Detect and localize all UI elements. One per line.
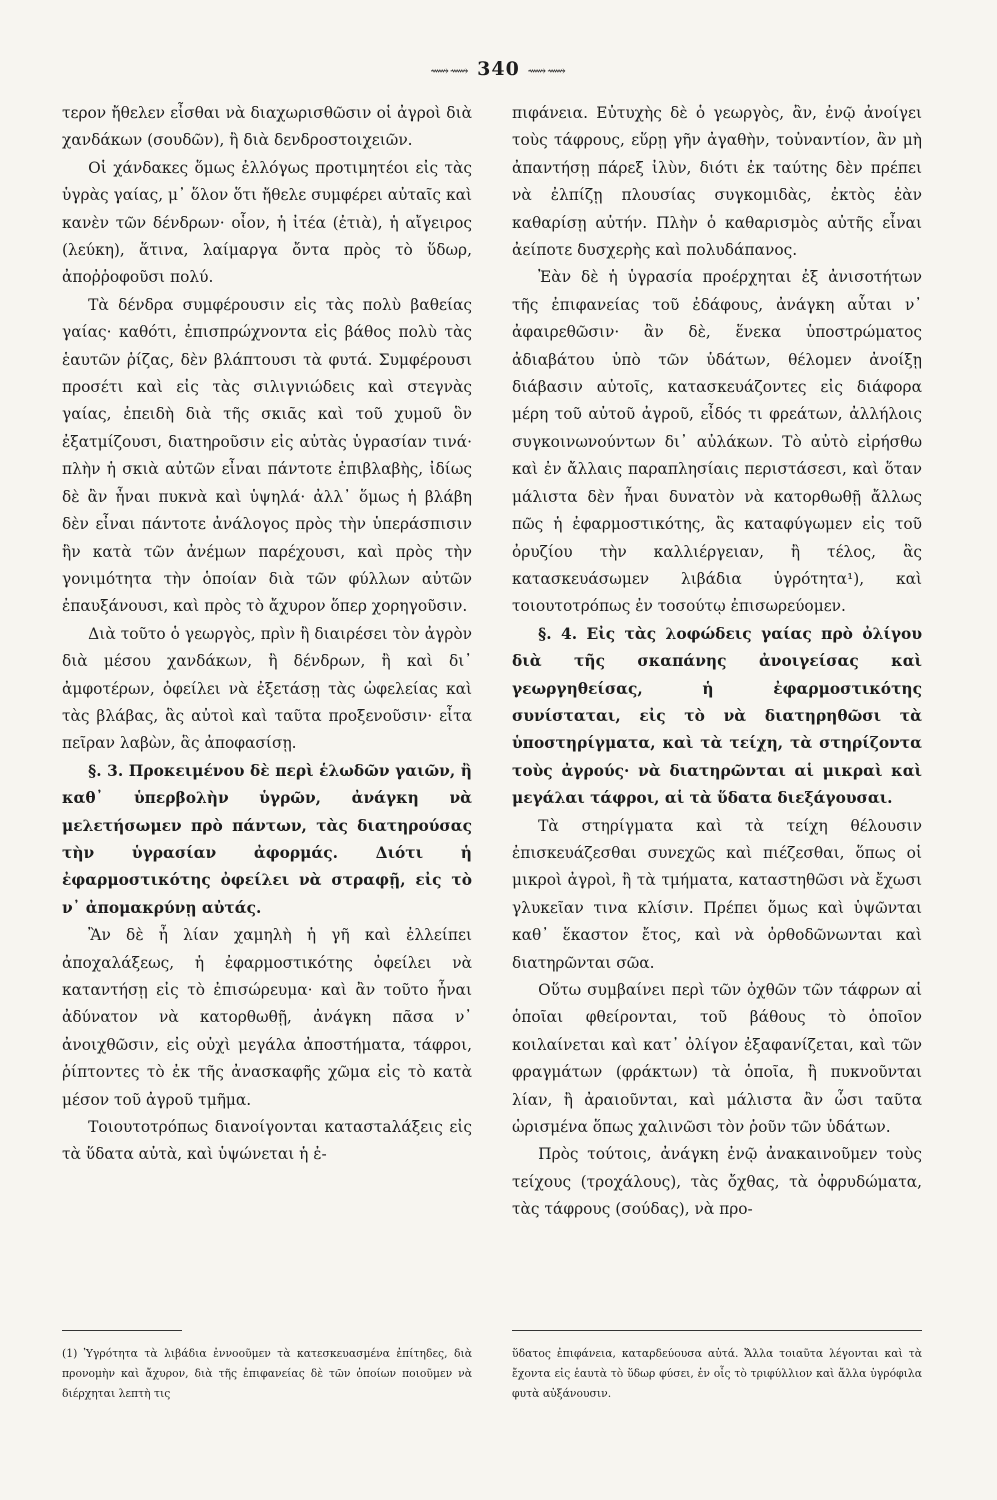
header-ornament-right: ⟿⟿: [527, 64, 567, 79]
paragraph: τερον ἤθελεν εἶσθαι νὰ διαχωρισθῶσιν οἱ ἀγροὶ διὰ χανδάκων (σουδῶν), ἢ διὰ δενδροστοιχειῶν.: [62, 104, 472, 150]
footnote-rule-left: [62, 1330, 182, 1331]
paragraph: Τὰ δένδρα συμφέρουσιν εἰς τὰς πολὺ βαθείας γαίας· καθότι, ἐπισπρώχνοντα εἰς βάθος πολὺ τὰς ἑαυτῶν ῥίζας, δὲν βλάπτουσι τὰ φυτά. Συμφέρουσι προσέτι καὶ εἰς τὰς σιλιγνιώδεις καὶ στεγνὰς γαίας, ἐπειδὴ διὰ τῆς σκιᾶς καὶ τοῦ χυμοῦ ὃν ἐξατμίζουσι, διατηροῦσιν εἰς αὐτὰς ὑγρασίαν τινά· πλὴν ἡ σκιὰ αὐτῶν εἶναι πάντοτε ἐπιβλαβὴς, ἰδίως δὲ ἂν ἦναι πυκνὰ καὶ ὑψηλά· ἀλλ᾿ ὅμως ἡ βλάβη δὲν εἶναι πάντοτε ἀνάλογος πρὸς τὴν ὑπεράσπισιν ἣν κατὰ τῶν ἀνέμων παρέχουσι, καὶ πρὸς τὴν γονιμότητα τὴν ὁποίαν διὰ τῶν φύλλων αὐτῶν ἐπαυξάνουσι, καὶ πρὸς τὸ ἄχυρον ὅπερ χορηγοῦσιν.: [62, 295, 472, 616]
paragraph: Πρὸς τούτοις, ἀνάγκη ἐνῷ ἀνακαινοῦμεν τοὺς τείχους (τροχάλους), τὰς ὄχθας, τὰ ὀφρυδώματα, τὰς τάφρους (σούδας), νὰ προ-: [512, 1145, 922, 1219]
paragraph: Ἂν δὲ ἦ λίαν χαμηλὴ ἡ γῆ καὶ ἐλλείπει ἀποχαλάξεως, ἡ ἐφαρμοστικότης ὀφείλει νὰ καταντήσῃ εἰς τὸ ἐπισώρευμα· καὶ ἂν τοῦτο ἦναι ἀδύνατον νὰ κατορθωθῇ, ἀνάγκη πᾶσα ν᾿ ἀνοιχθῶσιν, εἰς οὐχὶ μεγάλα ἀποστήματα, τάφροι, ῥίπτοντες τὸ ἐκ τῆς ἀνασκαφῆς χῶμα εἰς τὸ κατὰ μέσον τοῦ ἀγροῦ τμῆμα.: [62, 926, 472, 1109]
footnote-right: [512, 1344, 922, 1404]
paragraph: Τὰ στηρίγματα καὶ τὰ τείχη θέλουσιν ἐπισκευάζεσθαι συνεχῶς καὶ πιέζεσθαι, ὅπως οἱ μικροὶ ἀγροὶ, ἢ τὰ τμήματα, καταστηθῶσι νὰ ἔχωσι γλυκεῖαν τινα κλίσιν. Πρέπει ὅμως καὶ ὑψῶνται καθ᾿ ἕκαστον ἔτος, καὶ νὰ ὀρθοδῶνωνται καὶ διατηρῶνται σῶα.: [512, 816, 922, 972]
paragraph: Τοιουτοτρόπως διανοίγονται καταστaλάξεις εἰς τὰ ὕδατα αὐτὰ, καὶ ὑψώνεται ἡ ἐ-: [62, 1118, 472, 1164]
paragraph: Οὕτω συμβαίνει περὶ τῶν ὀχθῶν τῶν τάφρων αἱ ὁποῖαι φθείρονται, τοῦ βάθους τὸ ὁποῖον κοιλαίνεται καὶ κατ᾿ ὀλίγον ἐξαφανίζεται, καὶ τῶν φραγμάτων (φράκτων) τὰ ὁποῖα, ἢ πυκνοῦνται λίαν, ἢ ἀραιοῦνται, καὶ μάλιστα ἂν ὦσι ταῦτα ὡρισμένα ὅπως χαλινῶσι τὸν ῥοῦν τῶν ὑδάτων.: [512, 981, 922, 1137]
page-number: 340: [477, 58, 520, 80]
left-column: [62, 100, 472, 1169]
footnote-rule-right: [512, 1330, 922, 1331]
right-column: [512, 100, 922, 1224]
section-3-paragraph: §. 3. Προκειμένου δὲ περὶ ἑλωδῶν γαιῶν, ἢ καθ᾿ ὑπερβολὴν ὑγρῶν, ἀνάγκη νὰ μελετήσωμεν πρὸ πάντων, τὰς διατηρούσας τὴν ὑγρασίαν ἀφορμάς. Διότι ἡ ἐφαρμοστικότης ὀφείλει νὰ στραφῇ, εἰς τὸ ν᾿ ἀπομακρύνῃ αὐτάς.: [62, 761, 472, 917]
footnote-left: [62, 1344, 472, 1404]
section-4-paragraph: §. 4. Εἰς τὰς λοφώδεις γαίας πρὸ ὀλίγου διὰ τῆς σκαπάνης ἀνοιγείσας καὶ γεωργηθείσας, ἡ ἐφαρμοστικότης συνίσταται, εἰς τὸ νὰ διατηρηθῶσι τὰ ὑποστηρίγματα, καὶ τὰ τείχη, τὰ στηρίζοντα τοὺς ἀγρούς· νὰ διατηρῶνται αἱ μικραὶ καὶ μεγάλαι τάφροι, αἱ τὰ ὕδατα διεξάγουσαι.: [512, 624, 922, 808]
header-ornament-left: ⟿⟿: [430, 64, 470, 79]
paragraph: πιφάνεια. Εὐτυχὴς δὲ ὁ γεωργὸς, ἂν, ἐνῷ ἀνοίγει τοὺς τάφρους, εὕρῃ γῆν ἀγαθὴν, τοὐναντίον, ἂν μὴ ἀπαντήσῃ πάρεξ ἰλὺν, διότι ἐκ ταύτης δὲν πρέπει νὰ ἐλπίζῃ πλουσίας συγκομιδὰς, ἐκτὸς ἐὰν καθαρίσῃ αὐτήν. Πλὴν ὁ καθαρισμὸς αὐτῆς εἶναι ἀείποτε δυσχερὴς καὶ πολυδάπανος.: [512, 104, 922, 260]
page-header: [0, 58, 997, 80]
footnote-text: ὕδατος ἐπιφάνεια, καταρδεύουσα αὐτά. Ἄλλα τοιαῦτα λέγονται καὶ τὰ ἔχοντα εἰς ἑαυτὰ τὸ ὕδωρ φύσει, ἐν οἷς τὸ τριφύλλιον καὶ ἄλλα ὑγρόφιλα φυτὰ αὐξάνουσιν.: [512, 1347, 922, 1400]
paragraph: Διὰ τοῦτο ὁ γεωργὸς, πρὶν ἢ διαιρέσει τὸν ἀγρὸν διὰ μέσου χανδάκων, ἢ δένδρων, ἢ καὶ δι᾿ ἀμφοτέρων, ὀφείλει νὰ ἐξετάσῃ τὰς ὠφελείας καὶ τὰς βλάβας, ἃς αὐτοὶ καὶ ταῦτα προξενοῦσιν· εἶτα πεῖραν λαβὼν, ἃς ἀποφασίσῃ.: [62, 624, 472, 753]
paragraph: Οἱ χάνδακες ὅμως ἐλλόγως προτιμητέοι εἰς τὰς ὑγρὰς γαίας, μ᾿ ὅλον ὅτι ἤθελε συμφέρει αὐταῖς καὶ κανὲν τῶν δένδρων· οἷον, ἡ ἰτέα (ἐτιὰ), ἡ αἴγειρος (λεύκη), ἅτινα, λαίμαργα ὄντα πρὸς τὸ ὕδωρ, ἀποῤῥοφοῦσι πολύ.: [62, 158, 472, 287]
paragraph: Ἐὰν δὲ ἡ ὑγρασία προέρχηται ἐξ ἀνισοτήτων τῆς ἐπιφανείας τοῦ ἐδάφους, ἀνάγκη αὗται ν᾿ ἀφαιρεθῶσιν· ἂν δὲ, ἕνεκα ὑποστρώματος ἀδιαβάτου ὑπὸ τῶν ὑδάτων, θέλομεν ἀνοίξῃ διάβασιν αὐτοῖς, κατασκευάζοντες εἰς διάφορα μέρη τοῦ αὐτοῦ ἀγροῦ, εἶδός τι φρεάτων, ἀλλήλοις συγκοινωνούντων δι᾿ αὐλάκων. Τὸ αὐτὸ εἰρήσθω καὶ ἐν ἄλλαις παραπλησίαις περιστάσεσι, καὶ ὅταν μάλιστα δὲν ἦναι δυνατὸν νὰ κατορθωθῇ ἄλλως πῶς ἡ ἐφαρμοστικότης, ἃς καταφύγωμεν εἰς τοῦ ὀρυζίου τὴν καλλιέργειαν, ἢ τέλος, ἃς κατασκευάσωμεν λιβάδια ὑγρότητα¹), καὶ τοιουτοτρόπως ἐν τοσούτῳ ἐπισωρεύομεν.: [512, 268, 922, 616]
footnote-text: (1) Ὑγρότητα τὰ λιβάδια ἐννοοῦμεν τὰ κατεσκευασμένα ἐπίτηδες, διὰ προνομὴν καὶ ἄχυρον, διὰ τῆς ἐπιφανείας δὲ τῶν ὁποίων ποιοῦμεν νὰ διέρχηται λεπτὴ τις: [62, 1347, 472, 1400]
